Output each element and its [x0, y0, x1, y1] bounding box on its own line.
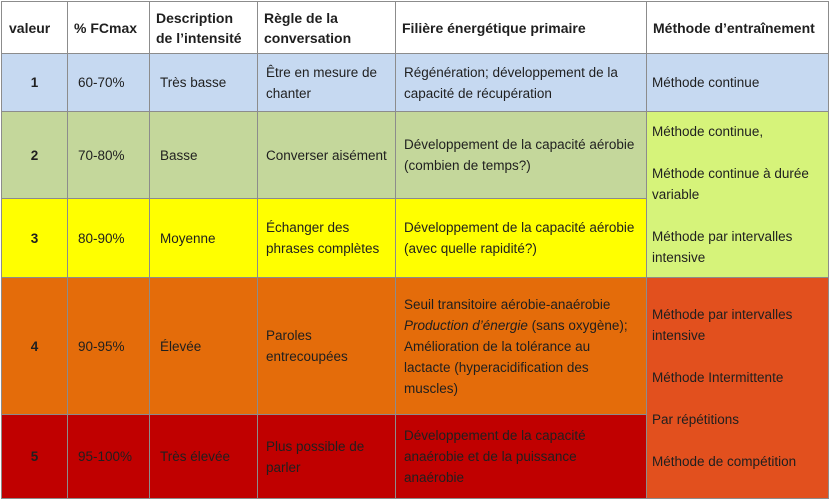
row-valeur: 1: [2, 54, 68, 112]
row-regle: Être en mesure de chanter: [258, 54, 396, 112]
methode-item: Méthode continue,: [652, 124, 764, 139]
methode-group-a: [647, 112, 829, 278]
methode-item: Par répétitions: [652, 412, 740, 427]
methode-item: Méthode Intermittente: [652, 370, 784, 385]
header-row: [2, 2, 829, 54]
filiere-italic: Production d’énergie: [404, 317, 528, 333]
row-valeur: 2: [2, 112, 68, 199]
methode-group-b: [647, 278, 829, 499]
row-regle: Paroles entrecoupées: [258, 278, 396, 415]
row-description: Très élevée: [150, 415, 258, 499]
header-description: Description de l’intensité: [150, 2, 258, 54]
row-methode: Méthode continue: [647, 54, 829, 112]
methode-item: Méthode par intervalles intensive: [652, 229, 793, 265]
row-fcmax: 90-95%: [68, 278, 150, 415]
header-fcmax: % FCmax: [68, 2, 150, 54]
row-filiere: [396, 278, 647, 415]
table-row: [2, 112, 829, 199]
table-row: [2, 54, 829, 112]
row-description: Élevée: [150, 278, 258, 415]
row-valeur: 4: [2, 278, 68, 415]
row-fcmax: 80-90%: [68, 199, 150, 278]
row-fcmax: 70-80%: [68, 112, 150, 199]
row-regle: Converser aisément: [258, 112, 396, 199]
row-fcmax: 60-70%: [68, 54, 150, 112]
header-methode: Méthode d’entraînement: [647, 2, 829, 54]
row-valeur: 5: [2, 415, 68, 499]
filiere-rest: (sans oxygène); Amélioration de la tolérance au lactacte (hyperacidification des muscles): [404, 317, 628, 396]
filiere-line1: Seuil transitoire aérobie-anaérobie: [404, 296, 611, 312]
table-row: [2, 278, 829, 415]
header-filiere: Filière énergétique primaire: [396, 2, 647, 54]
row-description: Basse: [150, 112, 258, 199]
methode-item: Méthode continue à durée variable: [652, 166, 809, 202]
header-valeur: valeur: [2, 2, 68, 54]
row-filiere: Développement de la capacité anaérobie et de la puissance anaérobie: [396, 415, 647, 499]
header-regle: Règle de la conversation: [258, 2, 396, 54]
row-description: Moyenne: [150, 199, 258, 278]
row-filiere: Régénération; développement de la capacité de récupération: [396, 54, 647, 112]
row-valeur: 3: [2, 199, 68, 278]
intensity-table: [1, 1, 829, 499]
methode-item: Méthode par intervalles intensive: [652, 307, 793, 343]
row-regle: Échanger des phrases complètes: [258, 199, 396, 278]
row-regle: Plus possible de parler: [258, 415, 396, 499]
row-filiere: Développement de la capacité aérobie (combien de temps?): [396, 112, 647, 199]
row-filiere: Développement de la capacité aérobie (avec quelle rapidité?): [396, 199, 647, 278]
row-description: Très basse: [150, 54, 258, 112]
methode-item: Méthode de compétition: [652, 454, 797, 469]
row-fcmax: 95-100%: [68, 415, 150, 499]
